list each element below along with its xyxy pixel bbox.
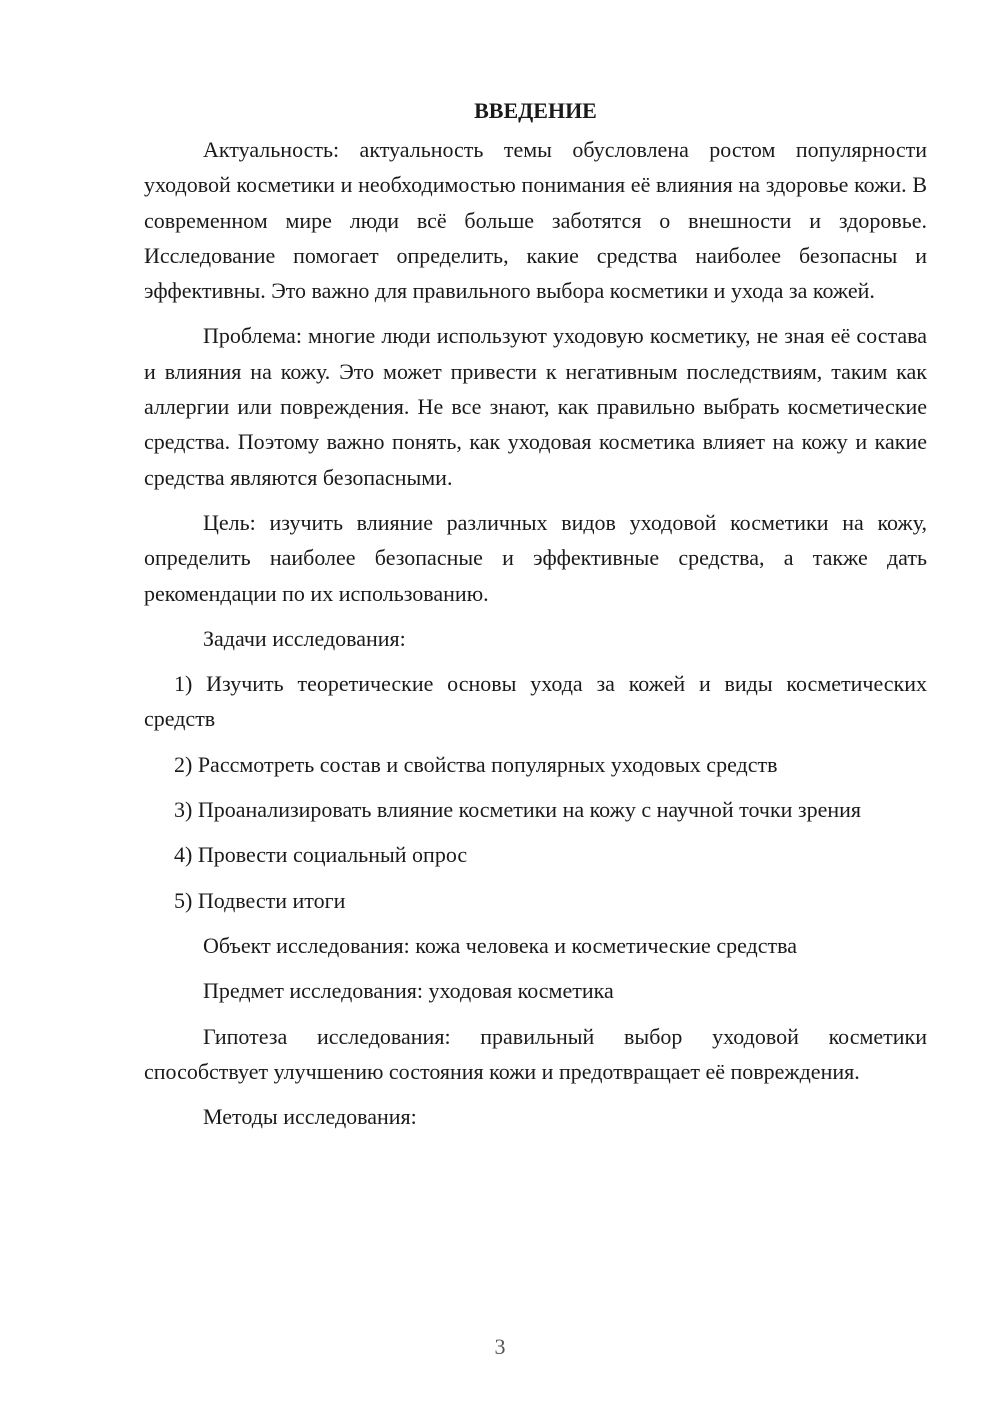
page-number: 3 [494, 1334, 506, 1359]
problem-paragraph: Проблема: многие люди используют уходовую косметику, не зная её состава и влияния на кожу. Это может привести к негативным последствиям, таким как аллергии или повреждения. Не все знают, как правильно выбрать косметические средства. Поэтому важно понять, как уходовая косметика влияет на кожу и какие средства являются безопасными. [144, 323, 927, 490]
task-item-2: 2) Рассмотреть состав и свойства популярных уходовых средств [174, 751, 778, 777]
task-item-4: 4) Провести социальный опрос [174, 842, 468, 868]
subject-paragraph: Предмет исследования: уходовая косметика [203, 978, 614, 1004]
goal-paragraph: Цель: изучить влияние различных видов уходовой косметики на кожу, определить наиболее безопасные и эффективные средства, а также дать рекомендации по их использованию. [144, 509, 927, 606]
methods-heading: Методы исследования: [203, 1104, 417, 1130]
task-item-3: 3) Проанализировать влияние косметики на кожу с научной точки зрения [174, 797, 862, 823]
object-paragraph: Объект исследования: кожа человека и косметические средства [203, 932, 797, 958]
task-item-5: 5) Подвести итоги [174, 887, 346, 913]
hypothesis-paragraph: Гипотеза исследования: правильный выбор уходовой косметики способствует улучшению состояния кожи и предотвращает её повреждения. [144, 1023, 927, 1084]
task-item-1: 1) Изучить теоретические основы ухода за кожей и виды косметических средств [144, 671, 927, 732]
tasks-heading: Задачи исследования: [203, 625, 406, 651]
section-title: ВВЕДЕНИЕ [474, 98, 597, 123]
relevance-paragraph: Актуальность: актуальность темы обусловлена ростом популярности уходовой косметики и необходимостью понимания её влияния на здоровье кожи. В современном мире люди всё больше заботятся о внешности и здоровье. Исследование помогает определить, какие средства наиболее безопасны и эффективны. Это важно для правильного выбора косметики и ухода за кожей. [144, 137, 927, 304]
document-page [144, 96, 927, 1144]
